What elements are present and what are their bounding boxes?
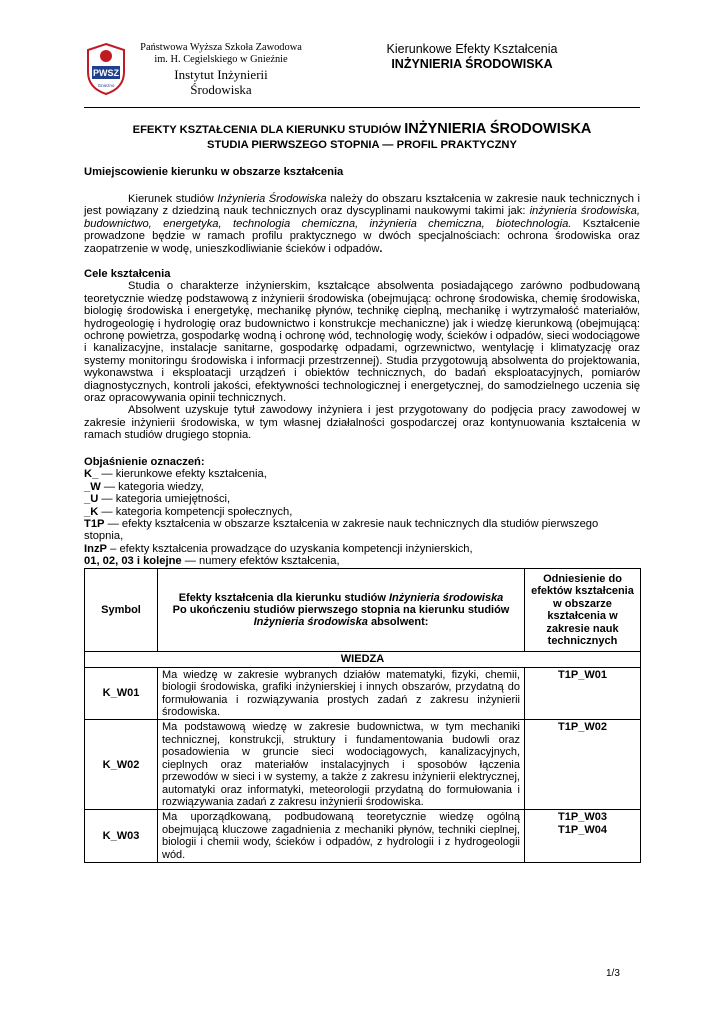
legend-item: 01, 02, 03 i kolejne — numery efektów kształcenia,	[84, 555, 340, 568]
institute-line-1: Instytut Inżynierii	[174, 66, 268, 82]
university-line-1: Państwowa Wyższa Szkoła Zawodowa	[140, 42, 302, 53]
logo-subtext: Gniezno	[97, 83, 115, 88]
placement-text-e: Kształcenie prowadzone będzie w ramach profilu praktycznego w dwóch specjalnościach: ochrona środowiska oraz zaopatrzenie w wodę, unieszkodliwianie ścieków i odpadów	[84, 217, 640, 255]
placement-text-b: Inżynieria Środowiska	[217, 193, 327, 205]
table-header-row	[85, 569, 641, 652]
page-number: 1/3	[606, 968, 620, 979]
row-symbol: K_W02	[85, 720, 158, 810]
legend-item: K_ — kierunkowe efekty kształcenia,	[84, 468, 267, 481]
table-row	[85, 810, 641, 863]
institute-line-2: Środowiska	[190, 81, 252, 97]
row-symbol: K_W01	[85, 667, 158, 720]
section-row	[85, 652, 641, 667]
goals-section	[84, 268, 640, 442]
document-header-title	[352, 42, 592, 72]
row-symbol: K_W03	[85, 810, 158, 863]
header-symbol: Symbol	[85, 569, 158, 652]
header-effects: Efekty kształcenia dla kierunku studiów Inżynieria środowiska Po ukończeniu studiów pierwszego stopnia na kierunku studiów Inżynieria środowiska absolwent:	[158, 569, 525, 652]
section-wiedza: WIEDZA	[85, 652, 641, 667]
header-right-line-1: Kierunkowe Efekty Kształcenia	[386, 42, 558, 56]
document-title	[84, 122, 640, 153]
effects-table	[84, 568, 641, 863]
table-row	[85, 667, 641, 720]
logo-text: PWSZ	[93, 68, 119, 78]
legend-section	[84, 456, 640, 568]
university-line-2: im. H. Cegielskiego w Gnieźnie	[154, 54, 288, 66]
legend-item: InzP – efekty kształcenia prowadzące do uzyskania kompetencji inżynierskich,	[84, 542, 473, 555]
goals-paragraph-2: Absolwent uzyskuje tytuł zawodowy inżyniera i jest przygotowany do podjęcia pracy zawodowej w zakresie inżynierii środowiska, w tym własnej działalności gospodarczej oraz kontynuowania kształcenia w ramach studiów drugiego stopnia.	[84, 404, 640, 442]
placement-text-a: Kierunek studiów	[128, 193, 218, 205]
legend-heading: Objaśnienie oznaczeń:	[84, 456, 205, 468]
header-right-line-2: INŻYNIERIA ŚRODOWISKA	[391, 57, 553, 71]
title-prefix: EFEKTY KSZTAŁCENIA DLA KIERUNKU STUDIÓW	[132, 124, 405, 136]
placement-heading: Umiejscowienie kierunku w obszarze kształcenia	[84, 166, 344, 178]
placement-paragraph	[84, 193, 640, 255]
row-reference: T1P_W01	[525, 667, 641, 720]
goals-heading: Cele kształcenia	[84, 268, 171, 280]
row-reference: T1P_W02	[525, 720, 641, 810]
header-divider	[84, 107, 640, 108]
legend-item: _W — kategoria wiedzy,	[84, 480, 204, 493]
title-field: INŻYNIERIA ŚRODOWISKA	[404, 121, 592, 137]
placement-text-f: .	[379, 242, 383, 255]
goals-paragraph-1: Studia o charakterze inżynierskim, kształcące absolwenta posiadającego zarówno podbudowaną teoretycznie wiedzę podstawową z inżynierii środowiska (obejmującą: ochronę środowiska, chemię środowiska, biologię środowiska i energetykę, mechanikę płynów, technikę cieplną, mechanikę i wytrzymałość materiałów, hydrogeologię i hydrologię oraz budownictwo i konstrukcje mechaniczne) jak i wiedzę kierunkową (obejmującą: ochronę powietrza, gospodarkę wodną i ochronę wód, technologię wody, ścieków i odpadów, sieci wodociągowe i kanalizacyjne, instalacje sanitarne, gospodarkę odpadami, ogrzewnictwo, wentylację i klimatyzację oraz systemy monitoringu środowiska i informacji przestrzennej). Studia przygotowują absolwenta do projektowania, wykonawstwa i eksploatacji urządzeń i obiektów technicznych, do badań eksploatacyjnych, pomiarów diagnostycznych, kontroli jakości, efektywności technologicznej i energetycznej, do samodzielnego uczenia się oraz opracowywania opinii technicznych.	[84, 280, 640, 405]
legend-item: _U — kategoria umiejętności,	[84, 493, 231, 506]
placement-text-d: inżynieria środowiska, budownictwo, energetyka, technologia chemiczna, inżynieria chemiczna, biotechnologia.	[84, 205, 640, 230]
table-row	[85, 720, 641, 810]
placement-text-c: należy do obszaru kształcenia w zakresie nauk technicznych i jest powiązany z dziedziną nauk technicznych oraz dyscyplinami naukowymi takimi jak:	[84, 193, 640, 218]
header-reference: Odniesienie do efektów kształcenia w obszarze kształcenia w zakresie nauk technicznych	[525, 569, 641, 652]
legend-item: _K — kategoria kompetencji społecznych,	[84, 505, 293, 518]
legend-item: T1P — efekty kształcenia w obszarze kształcenia w zakresie nauk technicznych dla studiów pierwszego stopnia,	[84, 518, 599, 543]
row-description: Ma podstawową wiedzę w zakresie budownictwa, w tym mechaniki technicznej, konstrukcji, struktury i fundamentowania budowli oraz posadowienia w gruncie sieci wodociągowych, kanalizacyjnych, cieplnych oraz materiałów instalacyjnych i sposobów łączenia przewodów w sieci i w systemy, a także z zakresu inżynierii elektrycznej, automatyki oraz informatyki, meteorologii przydatną do formułowania i rozwiązywania zadań z zakresu inżynierii środowiska.	[158, 720, 525, 810]
university-name	[132, 42, 310, 97]
row-reference: T1P_W03 T1P_W04	[525, 810, 641, 863]
row-description: Ma uporządkowaną, podbudowaną teoretycznie wiedzę ogólną obejmującą kluczowe zagadnienia z mechaniki płynów, techniki cieplnej, biologii i chemii wody, ścieków i odpadów, z hydrologii i z hydrogeologii wód.	[158, 810, 525, 863]
title-subtitle: STUDIA PIERWSZEGO STOPNIA — PROFIL PRAKTYCZNY	[207, 139, 517, 151]
row-description: Ma wiedzę w zakresie wybranych działów matematyki, fizyki, chemii, biologii środowiska, grafiki inżynierskiej i innych obszarów, przydatną do formułowania i rozwiązywania prostych zadań z zakresu inżynierii środowiska.	[158, 667, 525, 720]
university-logo	[84, 42, 128, 96]
